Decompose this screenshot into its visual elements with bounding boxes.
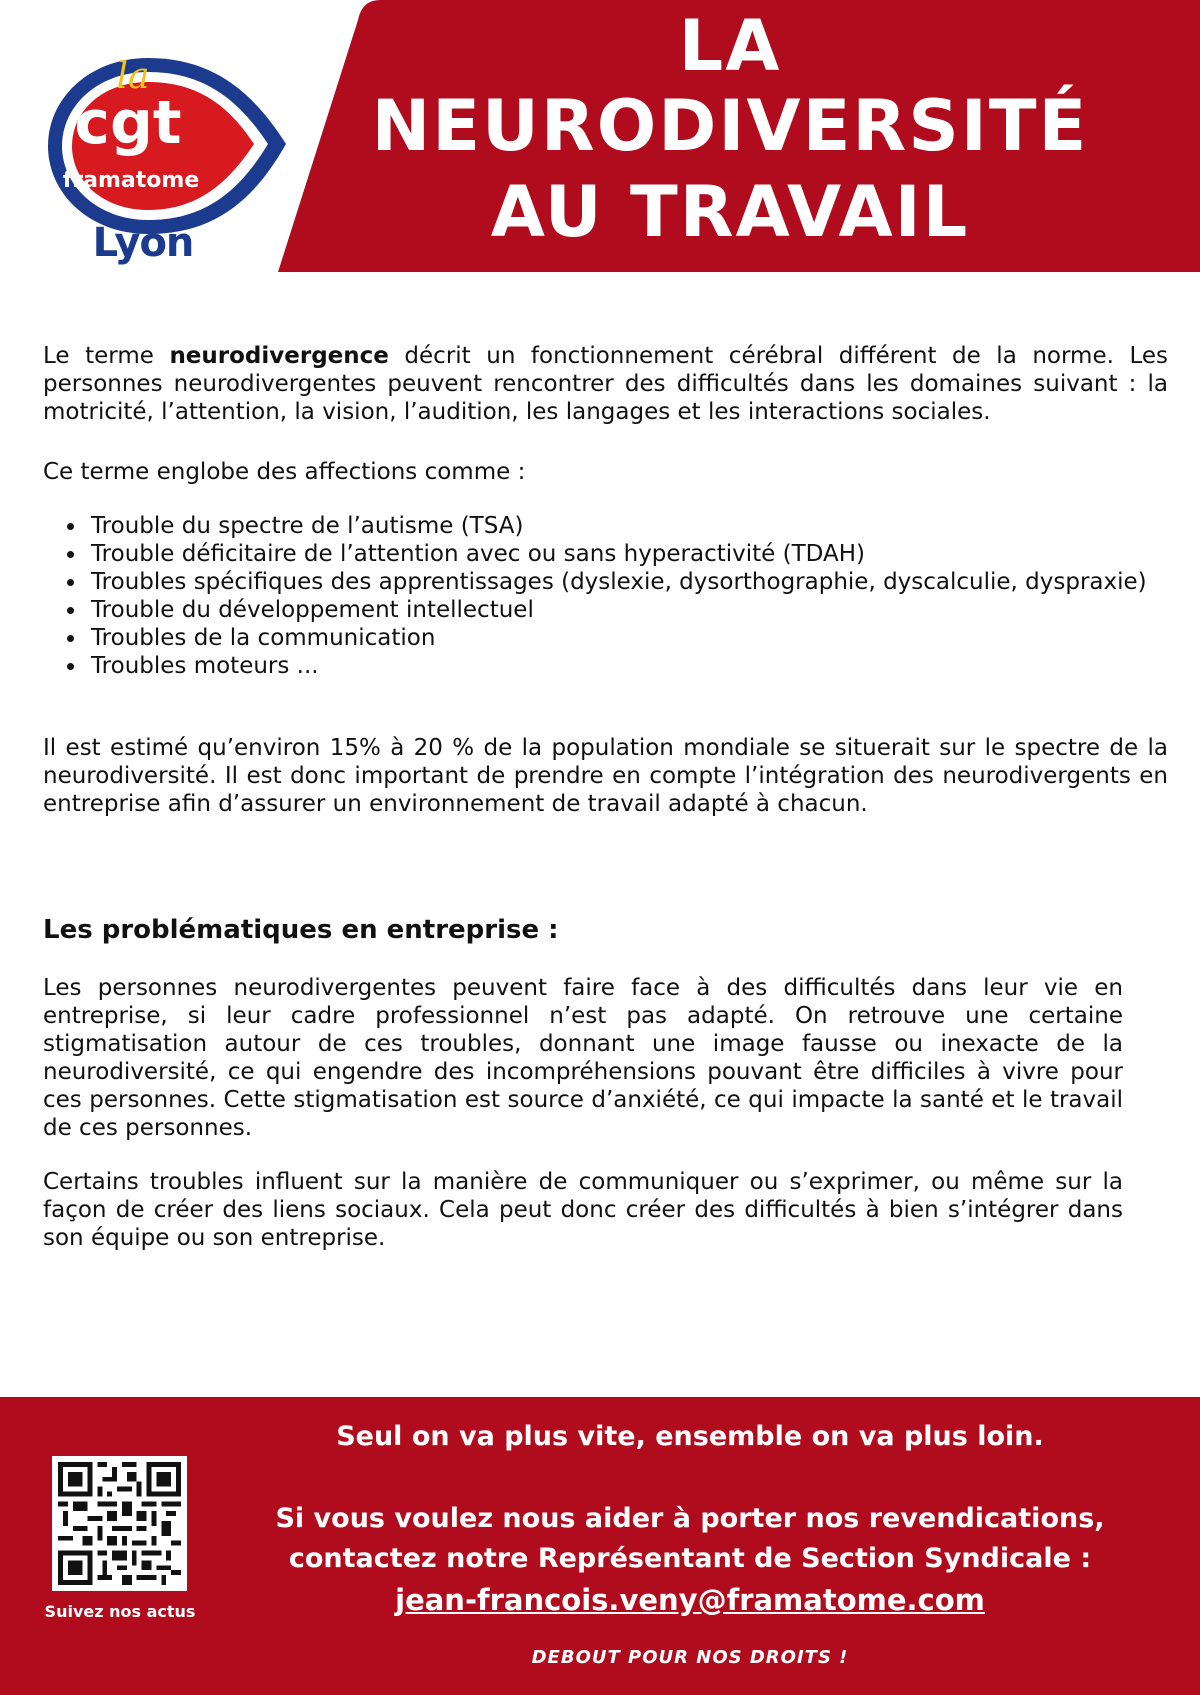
list-item: Trouble du développement intellectuel [43,596,1168,624]
logo-lyon-text: Lyon [92,220,194,266]
title-line-3: AU TRAVAIL [490,171,970,253]
footer-tagline: DEBOUT POUR NOS DROITS ! [531,1647,849,1668]
footer-help-line-1: Si vous voulez nous aider à porter nos revendications, [275,1503,1105,1534]
list-intro: Ce terme englobe des affections comme : [43,459,526,485]
qr-code[interactable] [52,1456,187,1591]
cgt-framatome-lyon-logo [18,52,290,274]
list-item: Troubles spécifiques des apprentissages (dyslexie, dysorthographie, dyscalculie, dyspraxie) [43,568,1168,596]
title-line-1: LA [678,5,782,87]
estimate-paragraph: Il est estimé qu’environ 15% à 20 % de la population mondiale se situerait sur le spectre de la neurodiversité. Il est donc important de prendre en compte l’intégration des neurodivergents en entreprise afin d’assurer un environnement de travail adapté à chacun. [43,735,1168,817]
intro-rest: décrit un fonctionnement cérébral différent de la norme. Les personnes neurodivergentes peuvent rencontrer des difficultés dans les domaines suivant : la motricité, l’attention, la vision, l’audition, les langages et les interactions sociales. [43,343,1168,425]
intro-paragraph [43,342,1168,426]
list-item: Trouble du spectre de l’autisme (TSA) [43,512,1168,540]
footer-slogan: Seul on va plus vite, ensemble on va plus loin. [336,1421,1044,1452]
section-paragraph-1: Les personnes neurodivergentes peuvent faire face à des difficultés dans leur vie en entreprise, si leur cadre professionnel n’est pas adapté. On retrouve une certaine stigmatisation autour de ces troubles, donnant une image fausse ou inexacte de la neurodiversité, ce qui engendre des incompréhensions pouvant être difficiles à vivre pour ces personnes. Cette stigmatisation est source d’anxiété, ce qui impacte la santé et le travail de ces personnes. [43,975,1123,1141]
list-item: Trouble déficitaire de l’attention avec ou sans hyperactivité (TDAH) [43,540,1168,568]
logo-framatome-text: framatome [62,168,200,193]
title-line-2: NEURODIVERSITÉ [371,85,1089,167]
intro-keyword: neurodivergence [169,343,389,369]
conditions-list [43,512,1168,680]
logo-la-text: la [116,56,150,97]
footer-help-line-2: contactez notre Représentant de Section Syndicale : [288,1543,1092,1574]
footer-banner [0,1397,1200,1695]
intro-prefix: Le terme [43,343,170,369]
section-paragraph-2: Certains troubles influent sur la manière de communiquer ou s’exprimer, ou même sur la façon de créer des liens sociaux. Cela peut donc créer des difficultés à bien s’intégrer dans son équipe ou son entreprise. [43,1169,1123,1251]
contact-email-link[interactable]: jean-francois.veny@framatome.com [395,1583,985,1617]
list-item: Troubles moteurs ... [43,652,1168,680]
qr-caption: Suivez nos actus [44,1602,196,1621]
section-heading: Les problématiques en entreprise : [43,915,559,945]
qr-code-icon [58,1462,181,1585]
logo-cgt-text: cgt [74,88,182,158]
list-item: Troubles de la communication [43,624,1168,652]
